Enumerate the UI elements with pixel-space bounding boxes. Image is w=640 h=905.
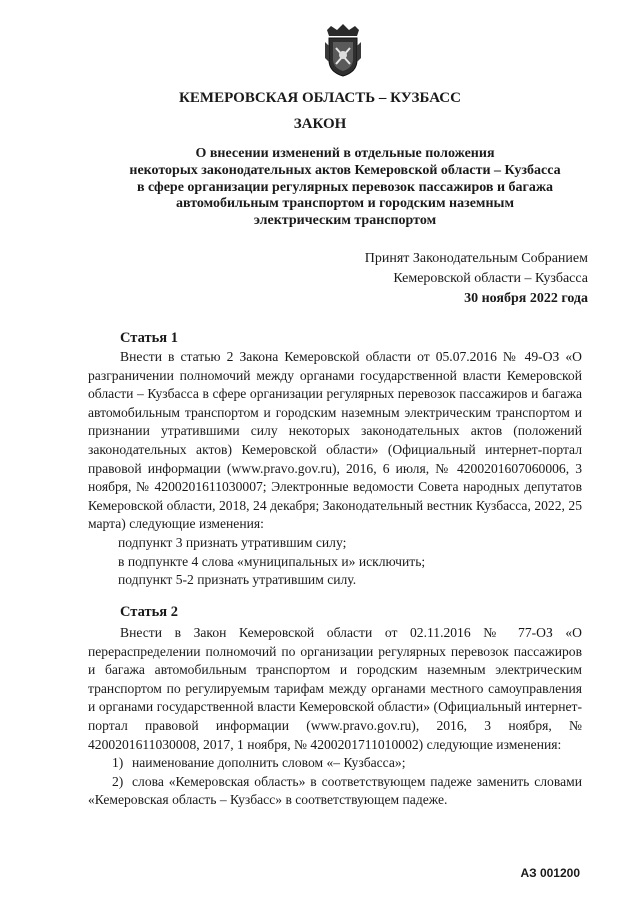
coat-of-arms-icon bbox=[323, 22, 363, 78]
article-1-heading: Статья 1 bbox=[120, 330, 178, 346]
adopted-by: Принят Законодательным Собранием bbox=[364, 251, 588, 266]
article-2-heading: Статья 2 bbox=[120, 604, 178, 620]
article-2-intro: Внести в Закон Кемеровской области от 02.11.2016 № 77-ОЗ «О перераспределении полномочий по организации регулярных перевозок пассажиров и багажа автомобильным транспортом и городским наземным электрическим транспортом по регулируемым тарифам между органами местного самоуправления и органами государственной власти Кемеровской области» (Официальный интернет-портал правовой информации (www.pravo.gov.ru), 2016, 3 ноября, № 4200201611030008, 2017, 1 ноября, № 4200201711010002) следующие изменения: bbox=[88, 625, 582, 752]
adoption-date: 30 ноября 2022 года bbox=[464, 291, 588, 306]
article-1-item: подпункт 5-2 признать утратившим силу. bbox=[118, 572, 357, 588]
law-title-line: автомобильным транспортом и городским наземным bbox=[176, 196, 514, 212]
law-title-line: в сфере организации регулярных перевозок пассажиров и багажа bbox=[136, 179, 554, 195]
article-1-item: подпункт 3 признать утратившим силу; bbox=[118, 534, 347, 550]
document-type: ЗАКОН bbox=[293, 116, 347, 132]
law-title-line: О внесении изменений в отдельные положения bbox=[195, 146, 495, 161]
adoption-block bbox=[365, 249, 588, 309]
article-2-body bbox=[88, 624, 582, 810]
region-name: КЕМЕРОВСКАЯ ОБЛАСТЬ – КУЗБАСС bbox=[179, 90, 461, 106]
law-title-line: некоторых законодательных актов Кемеровской области – Кузбасса bbox=[129, 162, 561, 178]
item-text: наименование дополнить словом «– Кузбасса»; bbox=[132, 755, 406, 771]
document-code: АЗ 001200 bbox=[520, 866, 580, 880]
law-title bbox=[90, 146, 600, 230]
article-1-intro: Внести в статью 2 Закона Кемеровской области от 05.07.2016 № 49-ОЗ «О разграничении полномочий между органами государственной власти Кемеровской области – Кузбасса в сфере организации регулярных перевозок пассажиров и багажа автомобильным транспортом и городским наземным электрическим транспортом и признании утратившими силу некоторых законодательных актов (положений законодательных актов) Кемеровской области» (Официальный интернет-портал правовой информации (www.pravo.gov.ru), 2016, 6 июля, № 4200201607060006, 3 ноября, № 4200201611030007; Электронные ведомости Совета народных депутатов Кемеровской области, 2018, 24 декабря; Законодательный вестник Кузбасса, 2022, 25 марта) следующие изменения: bbox=[88, 349, 582, 532]
article-1-body bbox=[88, 348, 582, 590]
item-number: 2) bbox=[112, 773, 124, 789]
item-text: слова «Кемеровская область» в соответствующем падеже заменить словами «Кемеровская область – Кузбасс» в соответствующем падеже. bbox=[88, 773, 582, 808]
item-number: 1) bbox=[112, 755, 124, 771]
law-title-line: электрическим транспортом bbox=[253, 213, 437, 229]
article-1-item: в подпункте 4 слова «муниципальных и» исключить; bbox=[118, 553, 426, 569]
adopted-body: Кемеровской области – Кузбасса bbox=[393, 271, 588, 286]
article-2-item bbox=[88, 773, 582, 810]
article-2-item bbox=[88, 754, 582, 773]
